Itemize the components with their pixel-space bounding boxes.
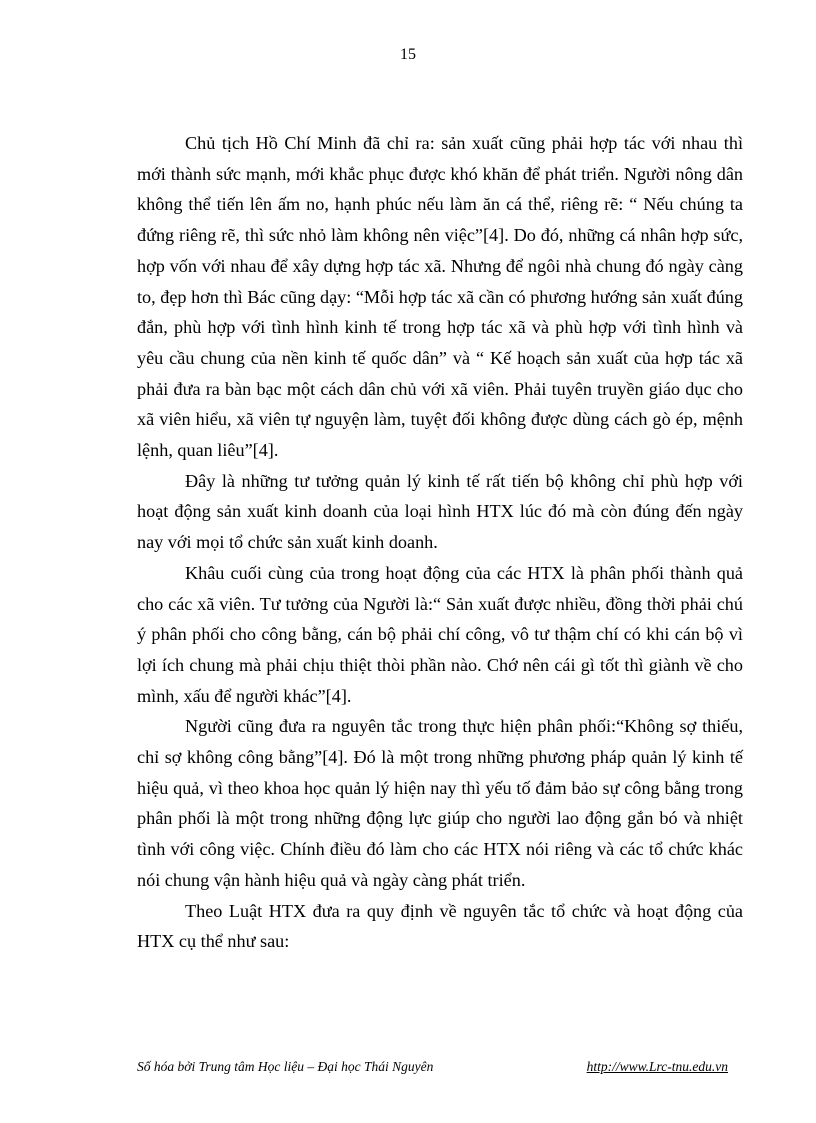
footer-link[interactable]: http://www.Lrc-tnu.edu.vn: [586, 1059, 728, 1074]
footer-credit: Số hóa bởi Trung tâm Học liệu – Đại học Thái Nguyên: [137, 1059, 434, 1074]
paragraph: Người cũng đưa ra nguyên tắc trong thực hiện phân phối:“Không sợ thiếu, chỉ sợ không công bằng”[4]. Đó là một trong những phương pháp quản lý kinh tế hiệu quả, vì theo khoa học quản lý hiện nay thì yếu tố đảm bảo sự công bằng trong phân phối là một trong những động lực giúp cho người lao động gắn bó và nhiệt tình với công việc. Chính điều đó làm cho các HTX nói riêng và các tổ chức khác nói chung vận hành hiệu quả và ngày càng phát triển.: [137, 716, 743, 890]
paragraph: Đây là những tư tưởng quản lý kinh tế rất tiến bộ không chỉ phù hợp với hoạt động sản xuất kinh doanh của loại hình HTX lúc đó mà còn đúng đến ngày nay với mọi tổ chức sản xuất kinh doanh.: [137, 470, 743, 553]
paragraph: Theo Luật HTX đưa ra quy định về nguyên tắc tổ chức và hoạt động của HTX cụ thể như sau:: [137, 900, 743, 952]
page-number: 15: [400, 46, 416, 63]
page-footer: [137, 1059, 728, 1079]
body-text: [137, 128, 743, 957]
paragraph: Chủ tịch Hồ Chí Minh đã chỉ ra: sản xuất cũng phải hợp tác với nhau thì mới thành sức mạnh, mới khắc phục được khó khăn để phát triển. Người nông dân không thể tiến lên ấm no, hạnh phúc nếu làm ăn cá thể, riêng rẽ: “ Nếu chúng ta đứng riêng rẽ, thì sức nhỏ làm không nên việc”[4]. Do đó, những cá nhân hợp sức, hợp vốn với nhau để xây dựng hợp tác xã. Nhưng để ngôi nhà chung đó ngày càng to, đẹp hơn thì Bác cũng dạy: “Mỗi hợp tác xã cần có phương hướng sản xuất đúng đắn, phù hợp với tình hình kinh tế trong hợp tác xã và phù hợp với tình hình và yêu cầu chung của nền kinh tế quốc dân” và “ Kế hoạch sản xuất của hợp tác xã phải đưa ra bàn bạc một cách dân chủ với xã viên. Phải tuyên truyền giáo dục cho xã viên hiểu, xã viên tự nguyện làm, tuyệt đối không được dùng cách gò ép, mệnh lệnh, quan liêu”[4].: [137, 133, 743, 461]
paragraph: Khâu cuối cùng của trong hoạt động của các HTX là phân phối thành quả cho các xã viên. Tư tưởng của Người là:“ Sản xuất được nhiều, đồng thời phải chú ý phân phối cho công bằng, cán bộ phải chí công, vô tư thậm chí có khi cán bộ vì lợi ích chung mà phải chịu thiệt thòi phần nào. Chớ nên cái gì tốt thì giành về cho mình, xấu để người khác”[4].: [137, 562, 743, 706]
